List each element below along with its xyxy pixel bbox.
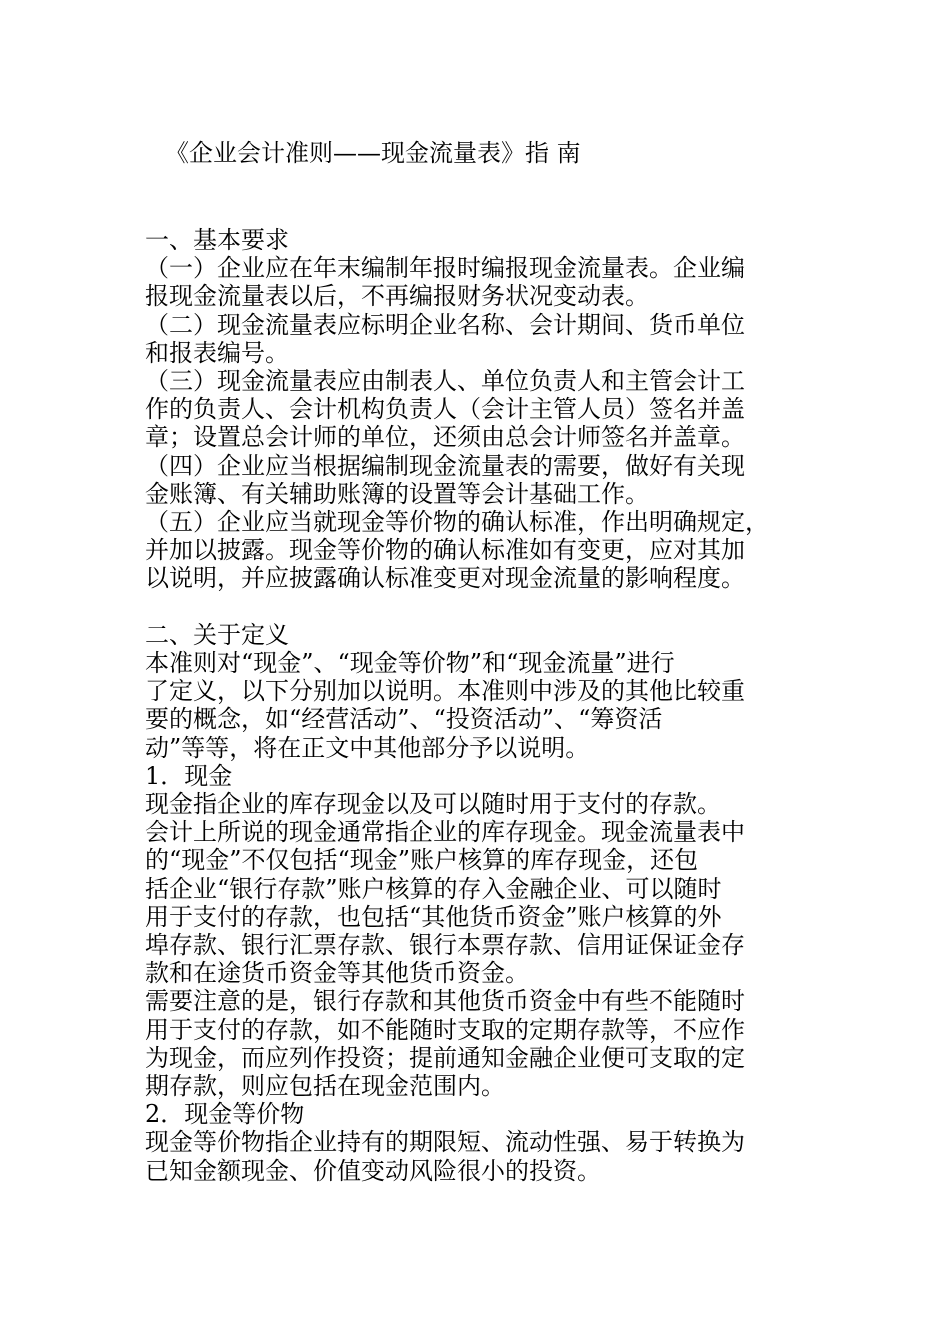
text-line: 了定义，以下分别加以说明。本准则中涉及的其他比较重	[145, 677, 745, 706]
text-line: 本准则对“现金”、“现金等价物”和“现金流量”进行	[145, 649, 675, 678]
text-line: 现金指企业的库存现金以及可以随时用于支付的存款。	[145, 790, 721, 819]
text-line: （三）现金流量表应由制表人、单位负责人和主管会计工	[145, 367, 745, 396]
text-line: 已知金额现金、价值变动风险很小的投资。	[145, 1156, 601, 1185]
text-line: 为现金，而应列作投资；提前通知金融企业便可支取的定	[145, 1043, 745, 1072]
text-line: 现金等价物指企业持有的期限短、流动性强、易于转换为	[145, 1128, 745, 1157]
text-line: 1．现金	[145, 761, 233, 790]
text-line: 要的概念，如“经营活动”、“投资活动”、“筹资活	[145, 705, 663, 734]
text-line: 埠存款、银行汇票存款、银行本票存款、信用证保证金存	[145, 931, 745, 960]
blank-line	[145, 593, 795, 621]
text-line: 报现金流量表以后，不再编报财务状况变动表。	[145, 282, 649, 311]
text-line: 并加以披露。现金等价物的确认标准如有变更，应对其加	[145, 536, 745, 565]
text-line: 金账簿、有关辅助账簿的设置等会计基础工作。	[145, 479, 649, 508]
text-line: 用于支付的存款，也包括“其他货币资金”账户核算的外	[145, 902, 722, 931]
text-line: 用于支付的存款，如不能随时支取的定期存款等，不应作	[145, 1015, 745, 1044]
text-line: 的“现金”不仅包括“现金”账户核算的库存现金，还包	[145, 846, 699, 875]
text-line: 二、关于定义	[145, 620, 289, 649]
text-line: 款和在途货币资金等其他货币资金。	[145, 959, 529, 988]
text-line: （二）现金流量表应标明企业名称、会计期间、货币单位	[145, 310, 745, 339]
text-line: 2．现金等价物	[145, 1100, 305, 1129]
text-line: 以说明，并应披露确认标准变更对现金流量的影响程度。	[145, 564, 745, 593]
document-body	[145, 226, 795, 1185]
text-line: （五）企业应当就现金等价物的确认标准，作出明确规定，	[145, 508, 769, 537]
text-line: 作的负责人、会计机构负责人（会计主管人员）签名并盖	[145, 395, 745, 424]
text-line: 会计上所说的现金通常指企业的库存现金。现金流量表中	[145, 818, 745, 847]
text-line: 期存款，则应包括在现金范围内。	[145, 1072, 505, 1101]
document-title: 《企业会计准则——现金流量表》指 南	[165, 139, 581, 167]
text-line: （一）企业应在年末编制年报时编报现金流量表。企业编	[145, 254, 745, 283]
text-line: 和报表编号。	[145, 338, 289, 367]
text-line: （四）企业应当根据编制现金流量表的需要，做好有关现	[145, 451, 745, 480]
text-line: 需要注意的是，银行存款和其他货币资金中有些不能随时	[145, 987, 745, 1016]
text-line: 括企业“银行存款”账户核算的存入金融企业、可以随时	[145, 874, 722, 903]
text-line: 动”等等，将在正文中其他部分予以说明。	[145, 733, 590, 762]
text-line: 一、基本要求	[145, 226, 289, 254]
text-line: 章；设置总会计师的单位，还须由总会计师签名并盖章。	[145, 423, 745, 452]
